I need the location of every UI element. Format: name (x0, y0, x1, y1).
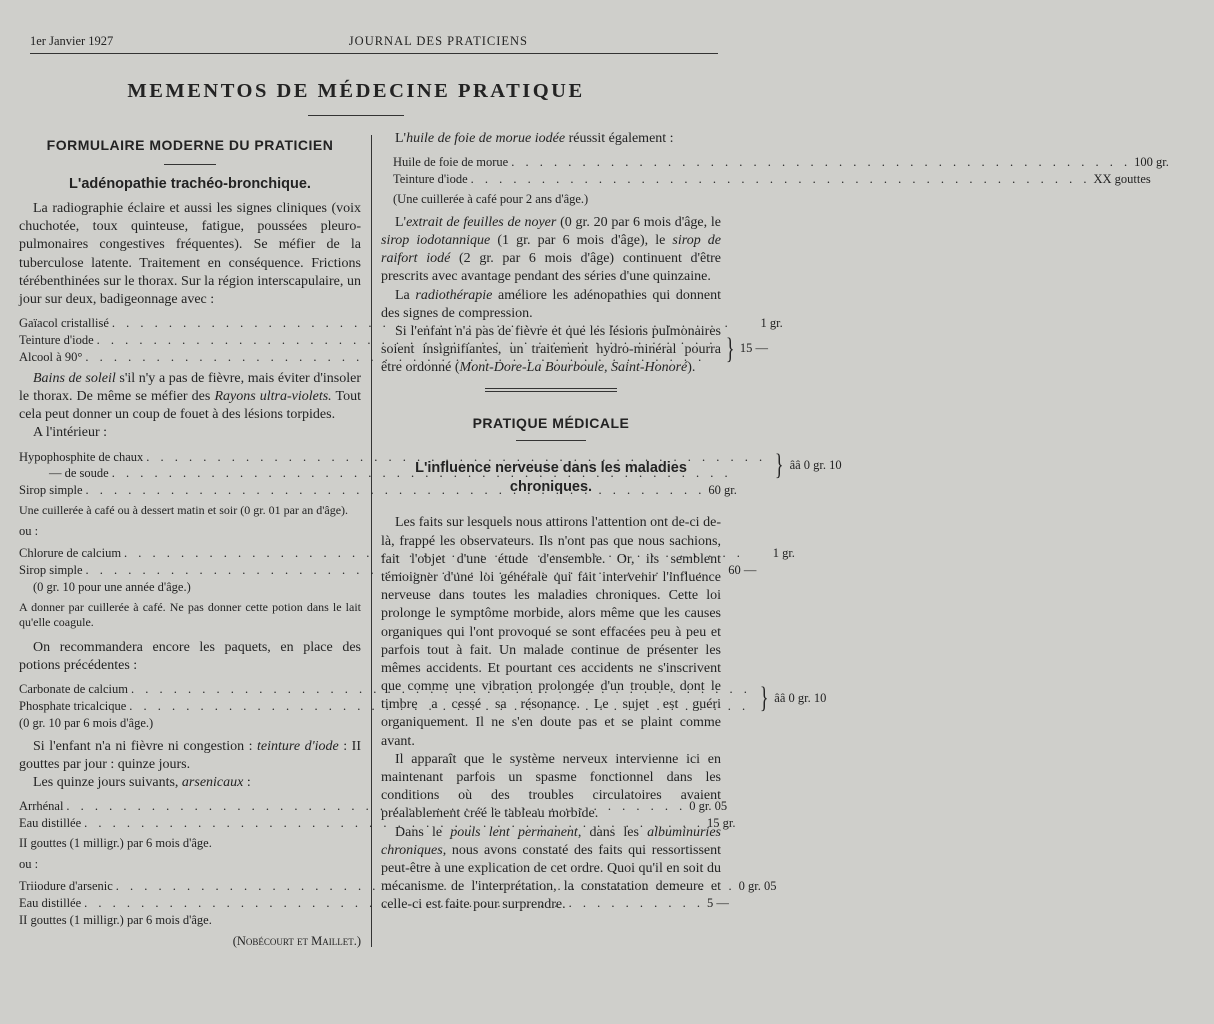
title-rule (308, 115, 404, 116)
italic-term: huile de foie de morue iodée (406, 131, 566, 146)
italic-term: pouls lent permanent (450, 824, 578, 840)
rx-quantity: ââ 0 gr. 10 (789, 457, 842, 472)
dosage-note: A donner par cuillerée à café. Ne pas donner cette potion dans le lait qu'elle coagule. (19, 599, 361, 630)
rx-quantity: 60 — (728, 562, 757, 577)
rx-quantity: 15 gr. (707, 816, 736, 831)
rx-quantity: 5 — (707, 896, 729, 911)
section-separator (485, 388, 617, 392)
rx-dosage: (0 gr. 10 pour une année d'âge.) (33, 579, 191, 594)
italic-term: Rayons ultra-violets. (214, 388, 332, 404)
italic-term: extrait de feuilles de noyer (406, 214, 557, 230)
italic-term: arsenicaux (181, 775, 244, 791)
rx-line (19, 482, 737, 499)
rx-quantity: 1 gr. (772, 546, 795, 560)
brace-glyph: } (725, 331, 735, 365)
rx-ingredient: Teinture d'iode (393, 172, 468, 187)
paragraph: On recommandera encore les paquets, en place des potions précédentes : (19, 639, 361, 673)
rx-ingredient: Sirop simple (19, 562, 83, 577)
rx-dosage: II gouttes (1 milligr.) par 6 mois d'âge. (19, 913, 212, 927)
prescription-6 (19, 878, 777, 929)
rx-quantity: 15 — (739, 341, 769, 356)
alternative-marker: ou : (19, 523, 39, 538)
header-journal: JOURNAL DES PRATICIENS (348, 34, 528, 48)
rx-dosage: II gouttes (1 milligr.) par 6 mois d'âge. (19, 836, 212, 851)
paragraph: Si l'enfant n'a ni fièvre ni congestion : teinture d'iode : II gouttes par jour : quinze jours. (19, 738, 362, 772)
alternative-marker: ou : (19, 857, 39, 871)
rx-dosage: (0 gr. 10 par 6 mois d'âge.) (19, 715, 154, 730)
paragraph: La radiothérapie améliore les adénopathies qui donnent des signes de compression. (381, 287, 721, 321)
rx-ingredient: Chlorure de calcium (19, 546, 122, 560)
italic-term: Mont-Dore-La Bourboule, Saint-Honoré (459, 360, 688, 376)
section-title-formulaire: FORMULAIRE MODERNE DU PRATICIEN (46, 137, 334, 153)
prescription-3 (19, 545, 795, 596)
paragraph: Si l'enfant n'a pas de fièvre et que les lésions pulmonaires soient insignifiantes, un traitement hydro-minéral pourra être ordonné (Mont-Dore-La Bourboule, Saint-Honoré). (381, 323, 721, 376)
leader-dots (511, 154, 1131, 171)
page-title-text: MEMENTOS DE MÉDECINE PRATIQUE (127, 80, 585, 102)
rx-ingredient: Arrhénal (19, 799, 64, 814)
rx-ingredient: — de soude (49, 466, 109, 481)
paragraph: Les faits sur lesquels nous attirons l'attention ont de-ci de-là, frappé les observateurs. Ils n'ont pas que nous sachions, fait l'objet d'une étude d'ensemble. Or, ils semblent témoigner d'une loi générale qui fait intervenir l'influence nerveuse dans toutes les maladies chroniques. Cette loi prolonge le symptôme morbide, alors même que les causes organiques qui l'ont provoqué se sont effacées peu à peu et parfois tout à fait. Un malade continue de présenter les mêmes accidents. Et pourtant ces accidents ne s'inscrivent que comme une vibration prolongée d'un trouble, dont le timbre a cessé sa résonance. Le sujet est guéri organiquement. Il ne s'en doute pas et se plaint comme avant. (381, 515, 721, 749)
section-rule (516, 440, 586, 441)
rx-ingredient: Alcool à 90° (19, 349, 83, 364)
rx-quantity: 0 gr. 05 (738, 879, 777, 894)
running-header (30, 34, 718, 54)
rx-quantity: 60 gr. (708, 483, 737, 498)
italic-term: sirop de raifort iodé (381, 233, 722, 267)
prescription-7 (381, 154, 1169, 208)
paragraph: L'extrait de feuilles de noyer (0 gr. 20 par 6 mois d'âge, le sirop iodotannique (1 gr. par 6 mois d'âge), le sirop de raifort iodé (2 gr. par 6 mois d'âge) continuent d'être prescrits avec avantage pendant des séries d'une quinzaine. (381, 214, 722, 285)
section-rule (164, 164, 216, 165)
page-title (0, 80, 712, 116)
paragraph: Il apparaît que le système nerveux intervienne ici en maintenant parfois un spasme fonctionnel dans les conditions où des troubles circulatoires avaient préalablement créé le tableau morbide. (381, 751, 721, 822)
paragraph: Bains de soleil s'il n'y a pas de fièvre, mais éviter d'insoler le thorax. De même se méfier des Rayons ultra-violets. Tout cela peut donner un coup de fouet à des lésions torpides. (19, 370, 361, 423)
rx-ingredient: Gaïacol cristallisé (19, 316, 109, 331)
paragraph: Les quinze jours suivants, arsenicaux : (33, 775, 251, 791)
italic-term: sirop iodotannique (381, 233, 491, 248)
rx-line (19, 315, 783, 332)
paragraph: L'huile de foie de morue iodée réussit également : (395, 131, 674, 146)
article-title-adenopathie: L'adénopathie trachéo-bronchique. (69, 176, 311, 193)
brace-glyph: } (759, 681, 769, 715)
rx-ingredient: Teinture d'iode (19, 333, 94, 348)
rx-quantity: XX gouttes (1093, 172, 1151, 187)
rx-quantity: ââ 0 gr. 10 (774, 690, 827, 705)
rx-ingredient: Sirop simple (19, 483, 83, 498)
paragraph: Dans le pouls lent permanent, dans les albuminuries chroniques, nous avons constaté des faits qui ressortissent peut-être à une explication de cet ordre. Quoi qu'il en soit du mécanisme de l'interprétation, la constatation demeure et celle-ci est faite pour surprendre. (381, 824, 721, 913)
rx-ingredient: Hypophosphite de chaux (19, 449, 144, 464)
rx-quantity: 1 gr. (760, 316, 783, 331)
leader-dots (471, 171, 1091, 188)
paragraph: La radiographie éclaire et aussi les signes cliniques (voix chuchotée, toux quinteuse, fatigue, poussées pleuro-pulmonaires congestives fréquentes). Se méfier de la tuberculose latente. Traitement en conséquence. Frictions térébenthinées sur le thorax. Sur la région interscapulaire, un jour sur deux, badigeonnage avec : (19, 201, 361, 307)
rx-ingredient: Eau distillée (19, 816, 82, 831)
italic-term: radiothérapie (415, 287, 493, 303)
rx-brace-group (19, 681, 827, 715)
dosage-note: Une cuillerée à café ou à dessert matin et soir (0 gr. 01 par an d'âge). (19, 503, 349, 518)
rx-ingredient: Triiodure d'arsenic (19, 879, 113, 894)
italic-term: teinture d'iode (257, 738, 339, 754)
header-date: 1er Janvier 1927 (30, 34, 114, 48)
rx-quantity: 100 gr. (1134, 155, 1169, 170)
rx-ingredient: Phosphate tricalcique (19, 699, 127, 714)
rx-dosage: (Une cuillerée à café pour 2 ans d'âge.) (393, 191, 589, 206)
prescription-4 (19, 681, 827, 732)
rx-ingredient: Huile de foie de morue (393, 155, 509, 170)
brace-glyph: } (775, 448, 784, 482)
author-signature: (Nobécourt et Maillet.) (232, 933, 361, 948)
italic-term: Bains de soleil (33, 370, 116, 386)
rx-ingredient: Carbonate de calcium (19, 682, 128, 697)
article-title-influence: L'influence nerveuse dans les maladies chroniques. (415, 459, 687, 495)
rx-ingredient: Eau distillée (19, 896, 82, 911)
rx-quantity: 0 gr. 05 (689, 799, 728, 814)
section-title-pratique: PRATIQUE MÉDICALE (472, 414, 630, 431)
paragraph: A l'intérieur : (33, 425, 108, 441)
italic-term: albuminuries chroniques (381, 824, 721, 858)
